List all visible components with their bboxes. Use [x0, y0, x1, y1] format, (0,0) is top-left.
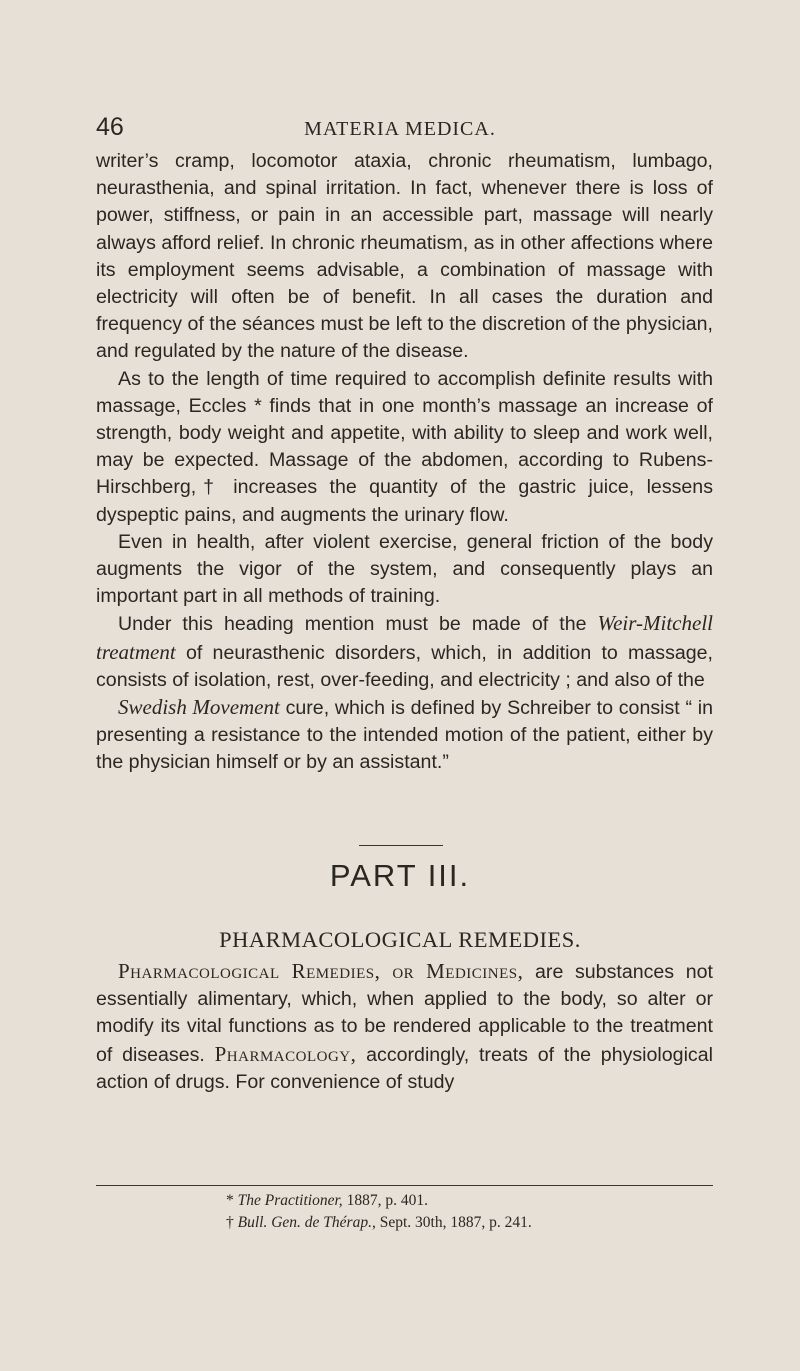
paragraph-swedish-movement — [96, 694, 713, 777]
footnote-2 — [226, 1212, 532, 1234]
footnote-citation: 1887, p. 401. — [342, 1192, 428, 1209]
running-head: MATERIA MEDICA. — [304, 118, 496, 140]
term-pharmacological-remedies: Pharmacological Remedies, or Medicines, — [118, 959, 524, 983]
swedish-movement-term: Swedish Movement — [118, 695, 280, 720]
body-text — [96, 148, 713, 777]
footnote-1 — [226, 1190, 532, 1212]
section-title: PHARMACOLOGICAL REMEDIES. — [219, 927, 581, 952]
paragraph-pharmacological — [96, 958, 713, 1096]
term-pharmacology: Pharmacology, — [214, 1041, 357, 1066]
footnote-citation: Sept. 30th, 1887, p. 241. — [375, 1214, 532, 1231]
footnote-mark: † — [226, 1214, 238, 1231]
footnote-rule — [96, 1185, 713, 1186]
page-number: 46 — [96, 113, 124, 141]
weir-mitchell-lead: Under this heading mention must be made of the — [118, 613, 598, 636]
section-divider — [359, 845, 443, 846]
pharmacological-text-a: are substances not essentially alimentary, which, when applied to the body, so alter or modify its vital functions as to be rendered applicable to the treatment of diseases. — [96, 961, 713, 1066]
pharmacological-text-b: accordingly, treats of the physiological action of drugs. For convenience of study — [96, 1043, 713, 1093]
paragraph-weir-mitchell — [96, 610, 713, 694]
paragraph-friction: Even in health, after violent exercise, general friction of the body augments the vigor of the system, and consequently plays an important part in all methods of training. — [96, 530, 713, 608]
part-title: PART III. — [329, 858, 471, 893]
page-header — [0, 108, 800, 148]
part-body-text — [96, 958, 713, 1096]
weir-mitchell-rest: of neurasthenic disorders, which, in addition to massage, consists of isolation, rest, over-feeding, and electricity ; and also of the — [96, 641, 713, 691]
paragraph-continuation: writer’s cramp, locomotor ataxia, chronic rheumatism, lumbago, neurasthenia, and spinal irritation. In fact, whenever there is loss of power, stiffness, or pain in an accessible part, massage will nearly always afford relief. In chronic rheumatism, as in other affections where its employment seems advisable, a combination of massage with electricity will often be of benefit. In all cases the duration and frequency of the séances must be left to the discretion of the physician, and regulated by the nature of the disease. — [96, 150, 713, 363]
footnote-title: The Practitioner, — [237, 1192, 343, 1209]
footnote-mark: * — [226, 1192, 238, 1209]
footnote-title: Bull. Gen. de Thérap., — [237, 1214, 376, 1231]
paragraph-eccles: As to the length of time required to accomplish definite results with massage, Eccles * finds that in one month’s massage an increase of strength, body weight and appetite, with ability to sleep and work well, may be expected. Massage of the abdomen, according to Rubens-Hirschberg,† increases the quantity of the gastric juice, lessens dyspeptic pains, and augments the urinary flow. — [96, 367, 713, 526]
footnotes — [226, 1190, 532, 1234]
weir-mitchell-term: Weir-Mitchell treatment — [96, 611, 713, 664]
swedish-movement-rest: cure, which is defined by Schreiber to consist “ in presenting a resistance to the intended motion of the patient, either by the physician himself or by an assistant.” — [96, 697, 713, 774]
